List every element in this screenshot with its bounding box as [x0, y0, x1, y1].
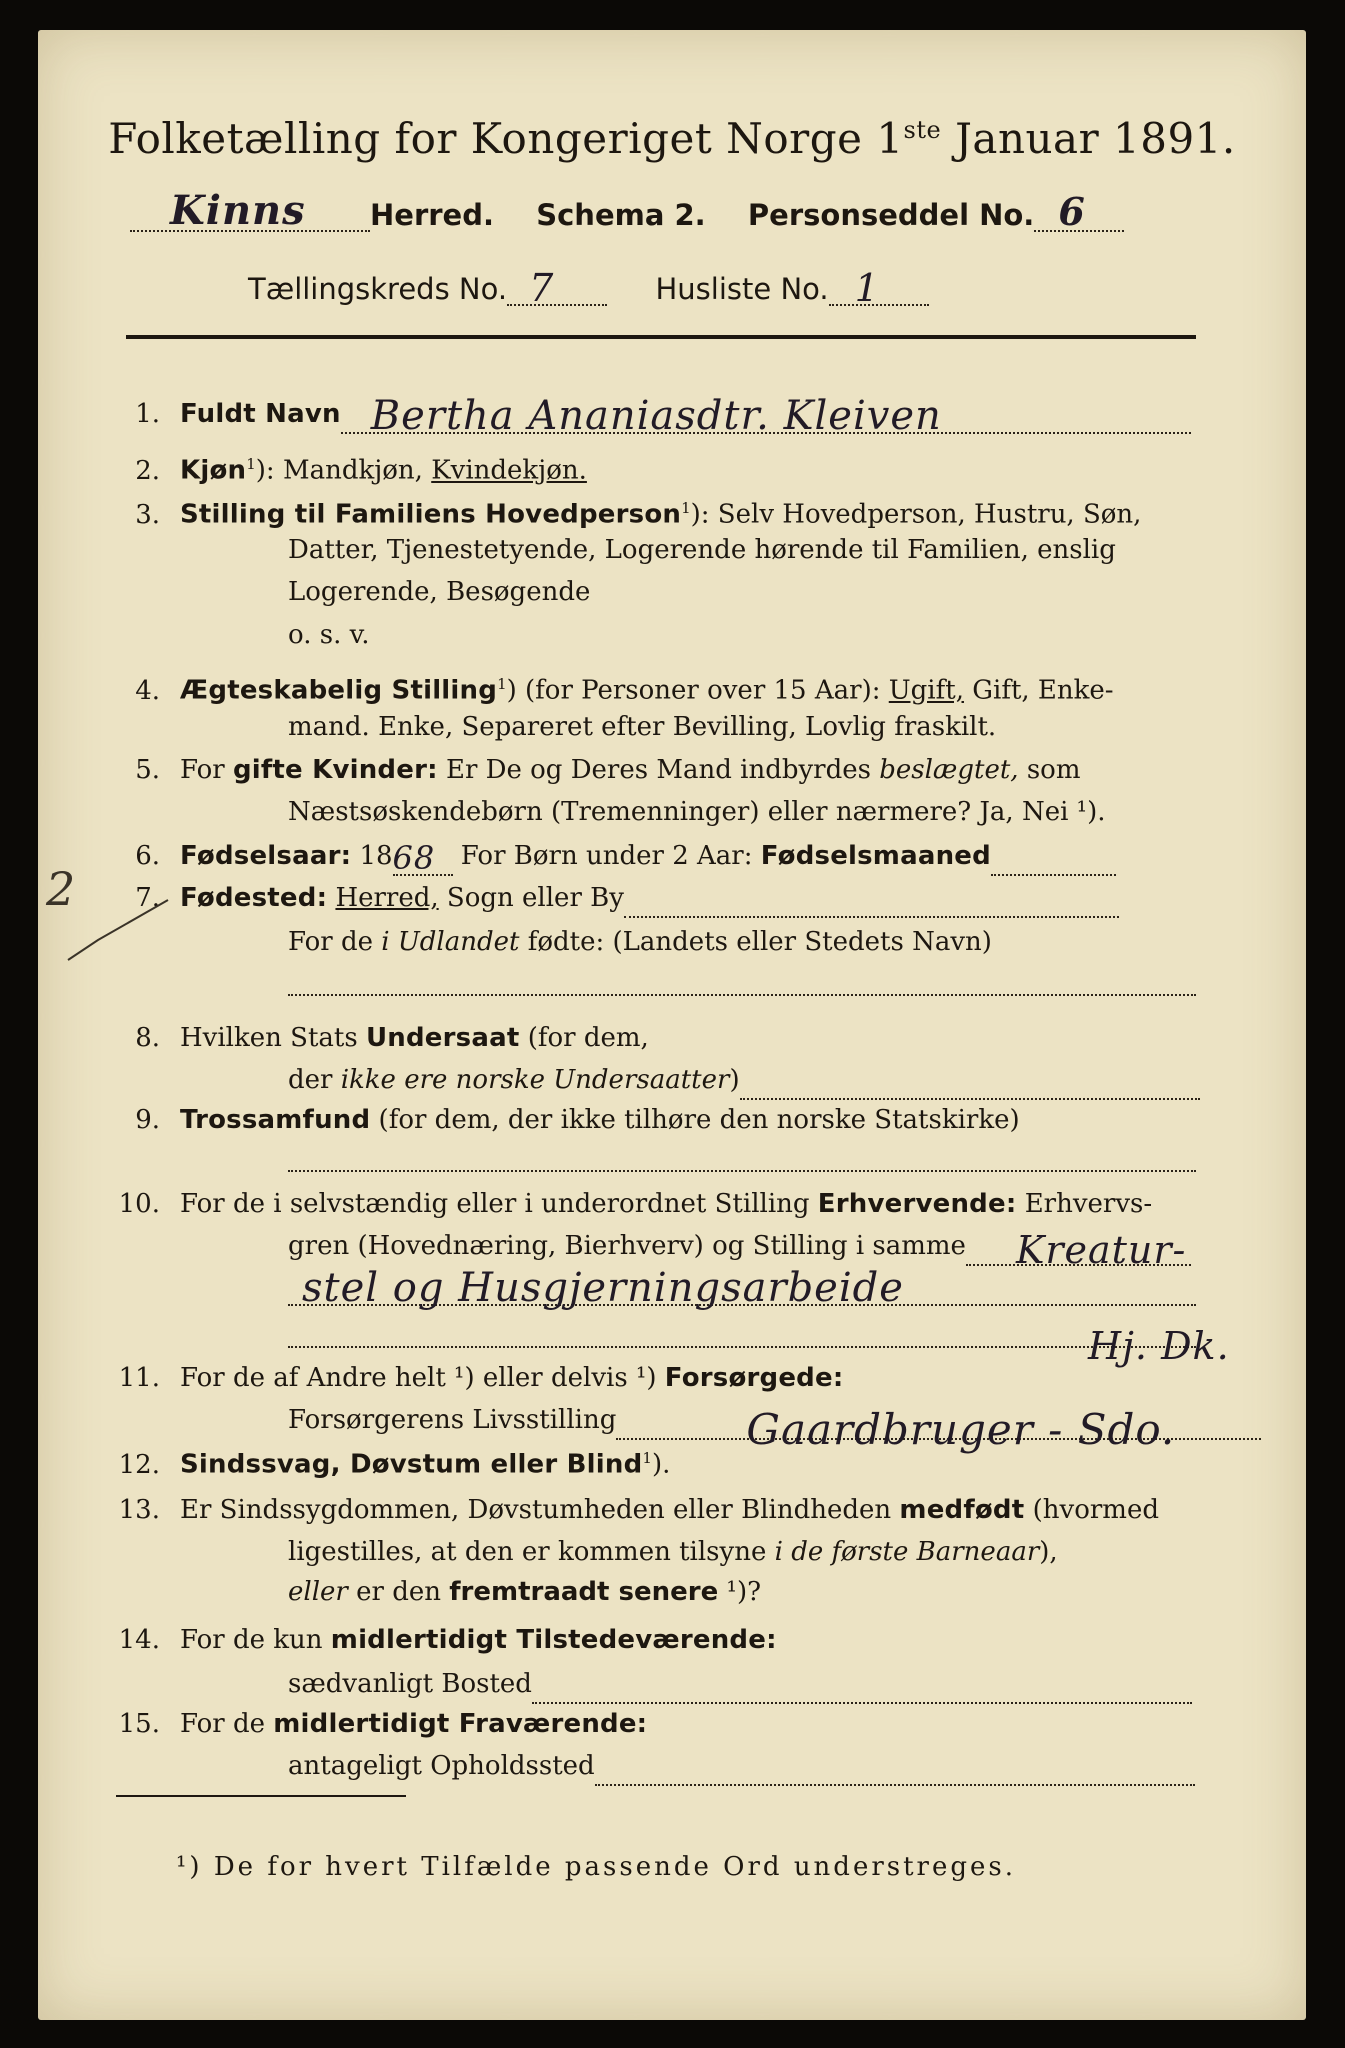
gender-selected: Kvindekjøn.: [431, 455, 587, 486]
question-2-gender: 2. Kjøn$^1$): Mandkjøn, Kvindekjøn.: [135, 455, 587, 486]
question-11-dependents: 11. For de af Andre helt ¹) eller delvis ¹) Forsørgede:: [118, 1363, 844, 1393]
header-rule: [126, 335, 1196, 339]
question-9-religion: 9. Trossamfund (for dem, der ikke tilhøre den norske Statskirke): [135, 1105, 1020, 1135]
question-1-name: 1. Fuldt Navn Bertha Ananiasdtr. Kleiven: [110, 394, 1191, 434]
footnote: ¹) De for hvert Tilfælde passende Ord understreges.: [176, 1852, 1017, 1882]
header-line-herred: [130, 187, 1186, 234]
margin-pencil-stroke: [58, 890, 178, 970]
schema-label: Schema 2.: [536, 198, 706, 232]
occupation-value-3: Hj. Dk.: [1088, 1324, 1230, 1368]
margin-note: 2: [46, 862, 77, 916]
header-line-taellingskreds: Tællingskreds No. 7 Husliste No. 1: [248, 270, 929, 306]
census-form-sheet: Folketælling for Kongeriget Norge 1ste Januar 1891. Kinns Herred. Schema 2. Personseddel No. 6 Tællingskreds No. 7 Husliste No. 1 1. Fuldt Navn Bertha Ananiasdtr. Kleiven 2. Kjøn$^1$): Mandkjøn, Kvindekjøn. 3. Stilling til Familiens Hovedperson$^1$): Selv Hovedperson, Hustru, Søn, Datter, Tjenestetyende, Logerende hørende til Familien, enslig Logerende, Besøgende o. s. v. 4. Ægteskabelig Stilling$^1$) (for Personer over 15 Aar): Ugift, Gift, Enke- mand. Enke, Separeret efter Bevilling, Lovlig fraskilt. 5. For gifte Kvinder: Er De og Deres Mand indbyrdes beslægtet, som Næstsøskendebørn (Tremenninger) eller nærmere? Ja, Nei ¹). 6. Fødselsaar: 18 68 For Børn under 2 Aar: Fødselsmaaned 7. Fødested: Herred, Sogn eller By For de i Udlandet fødte: (Landets eller Stedets Navn) 8. Hvilken Stats Undersaat (for dem, der ikke ere norske Undersaatter) 9. Trossamfund (for dem, der ikke tilhøre den norske Statskirke) 10. For de i selvstændig eller i underordnet Stilling Erhvervende: Erhvervs- gren (Hovednæring, Bierhverv) og Stilling i samme Kreatur- stel og Husgjerningsarbeide Hj. Dk. 11. For de af Andre helt ¹) eller delvis ¹) Forsørgede: Forsørgerens Livsstilling Gaardbruger - Sdo. 12. Sindssvag, Døvstum eller Blind$^1$). 13. Er Sindssygdommen, Døvstumheden eller Blindheden medfødt (hvormed ligestilles, at den er kommen tilsyne i de første Barneaar), eller er den fremtraadt senere ¹)? 14. For de kun midlertidigt Tilstedeværende: sædvanligt Bosted 15. For de midlertidigt Fraværende: antageligt Opholdssted ¹) De for hvert Tilfælde passende Ord understreges. 2: [38, 30, 1306, 2020]
question-7-birthplace: 7. Fødested: Herred, Sogn eller By: [110, 878, 1119, 918]
question-6-birth-year: 6. Fødselsaar: 18 68 For Børn under 2 Aar: Fødselsmaaned: [110, 836, 1116, 876]
footnote-rule: [116, 1795, 406, 1797]
position-selected: Datter,: [288, 535, 379, 565]
taellingskreds-value: 7: [529, 266, 555, 310]
question-10-occupation: 10. For de i selvstændig eller i underordnet Stilling Erhvervende: Erhvervs-: [118, 1189, 1153, 1219]
question-8-nationality: 8. Hvilken Stats Undersaat (for dem,: [135, 1023, 649, 1053]
occupation-value-1: Kreatur-: [1015, 1228, 1187, 1272]
question-13-congenital: 13. Er Sindssygdommen, Døvstumheden eller Blindheden medfødt (hvormed: [118, 1495, 1159, 1525]
herred-value: Kinns: [170, 187, 306, 234]
personseddel-value: 6: [1058, 189, 1086, 234]
marital-selected: Ugift,: [888, 675, 964, 706]
question-12-disability: 12. Sindssvag, Døvstum eller Blind$^1$).: [118, 1449, 671, 1480]
question-15-temporary-absent: 15. For de midlertidigt Fraværende:: [118, 1709, 648, 1739]
birthplace-selected: Herred,: [335, 883, 439, 913]
provider-occupation-value: Gaardbruger - Sdo.: [746, 1405, 1176, 1454]
question-3-position: 3. Stilling til Familiens Hovedperson$^1$): Selv Hovedperson, Hustru, Søn,: [135, 499, 1142, 530]
question-14-temporary-present: 14. For de kun midlertidigt Tilstedeværende:: [118, 1625, 777, 1655]
form-title: Folketælling for Kongeriget Norge 1ste Januar 1891.: [108, 114, 1236, 163]
birth-year-value: 68: [392, 839, 436, 877]
question-5-married-women: 5. For gifte Kvinder: Er De og Deres Mand indbyrdes beslægtet, som: [135, 755, 1081, 785]
personseddel-label: Personseddel No.: [747, 198, 1035, 232]
husliste-value: 1: [854, 266, 880, 310]
full-name-value: Bertha Ananiasdtr. Kleiven: [370, 393, 942, 439]
occupation-value-2: stel og Husgjerningsarbeide: [302, 1265, 904, 1311]
question-4-marital: 4. Ægteskabelig Stilling$^1$) (for Personer over 15 Aar): Ugift, Gift, Enke-: [135, 675, 1114, 706]
herred-label: Herred.: [370, 198, 494, 232]
